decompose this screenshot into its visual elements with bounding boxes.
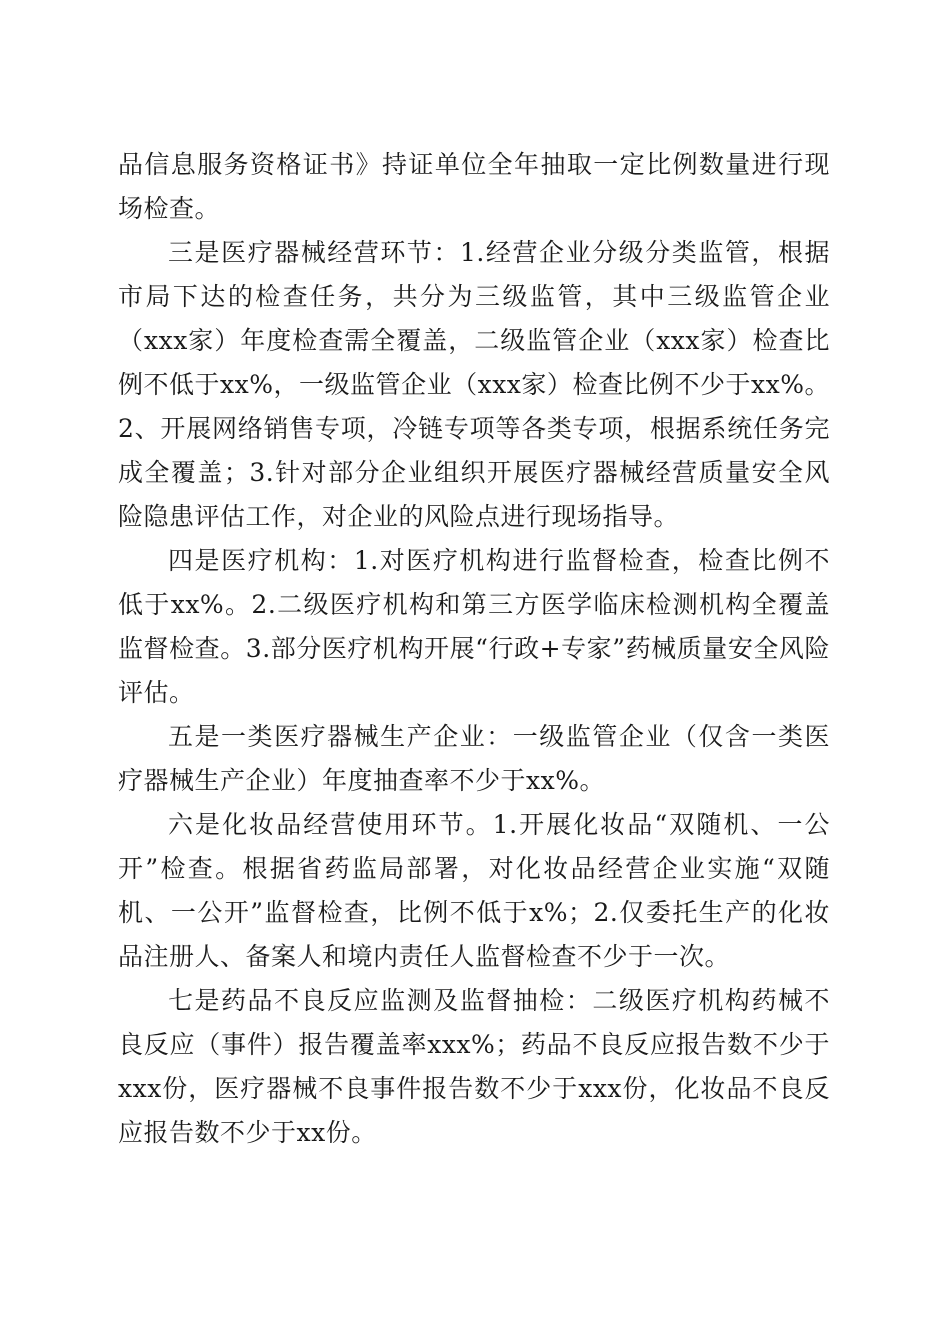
paragraph-medical-device-operation: 三是医疗器械经营环节：1.经营企业分级分类监管，根据市局下达的检查任务，共分为三级监管，其中三级监管企业（xxx家）年度检查需全覆盖，二级监管企业（xxx家）检查比例不低于xx%，一级监管企业（xxx家）检查比例不少于xx%。2、开展网络销售专项，冷链专项等各类专项，根据系统任务完成全覆盖；3.针对部分企业组织开展医疗器械经营质量安全风险隐患评估工作，对企业的风险点进行现场指导。 — [118, 238, 830, 531]
document-body — [118, 143, 830, 1155]
paragraph-medical-institutions: 四是医疗机构：1.对医疗机构进行监督检查，检查比例不低于xx%。2.二级医疗机构和第三方医学临床检测机构全覆盖监督检查。3.部分医疗机构开展“行政+专家”药械质量安全风险评估。 — [118, 546, 830, 707]
paragraph-class-one-manufacturers: 五是一类医疗器械生产企业：一级监管企业（仅含一类医疗器械生产企业）年度抽查率不少于xx%。 — [118, 722, 830, 795]
paragraph-adverse-reaction-monitoring: 七是药品不良反应监测及监督抽检：二级医疗机构药械不良反应（事件）报告覆盖率xxx%；药品不良反应报告数不少于xxx份，医疗器械不良事件报告数不少于xxx份，化妆品不良反应报告数不少于xx份。 — [118, 986, 830, 1147]
paragraph-cosmetics-operation: 六是化妆品经营使用环节。1.开展化妆品“双随机、一公开”检查。根据省药监局部署，对化妆品经营企业实施“双随机、一公开”监督检查，比例不低于x%；2.仅委托生产的化妆品注册人、备案人和境内责任人监督检查不少于一次。 — [118, 810, 830, 971]
paragraph-continuation: 品信息服务资格证书》持证单位全年抽取一定比例数量进行现场检查。 — [118, 150, 830, 223]
